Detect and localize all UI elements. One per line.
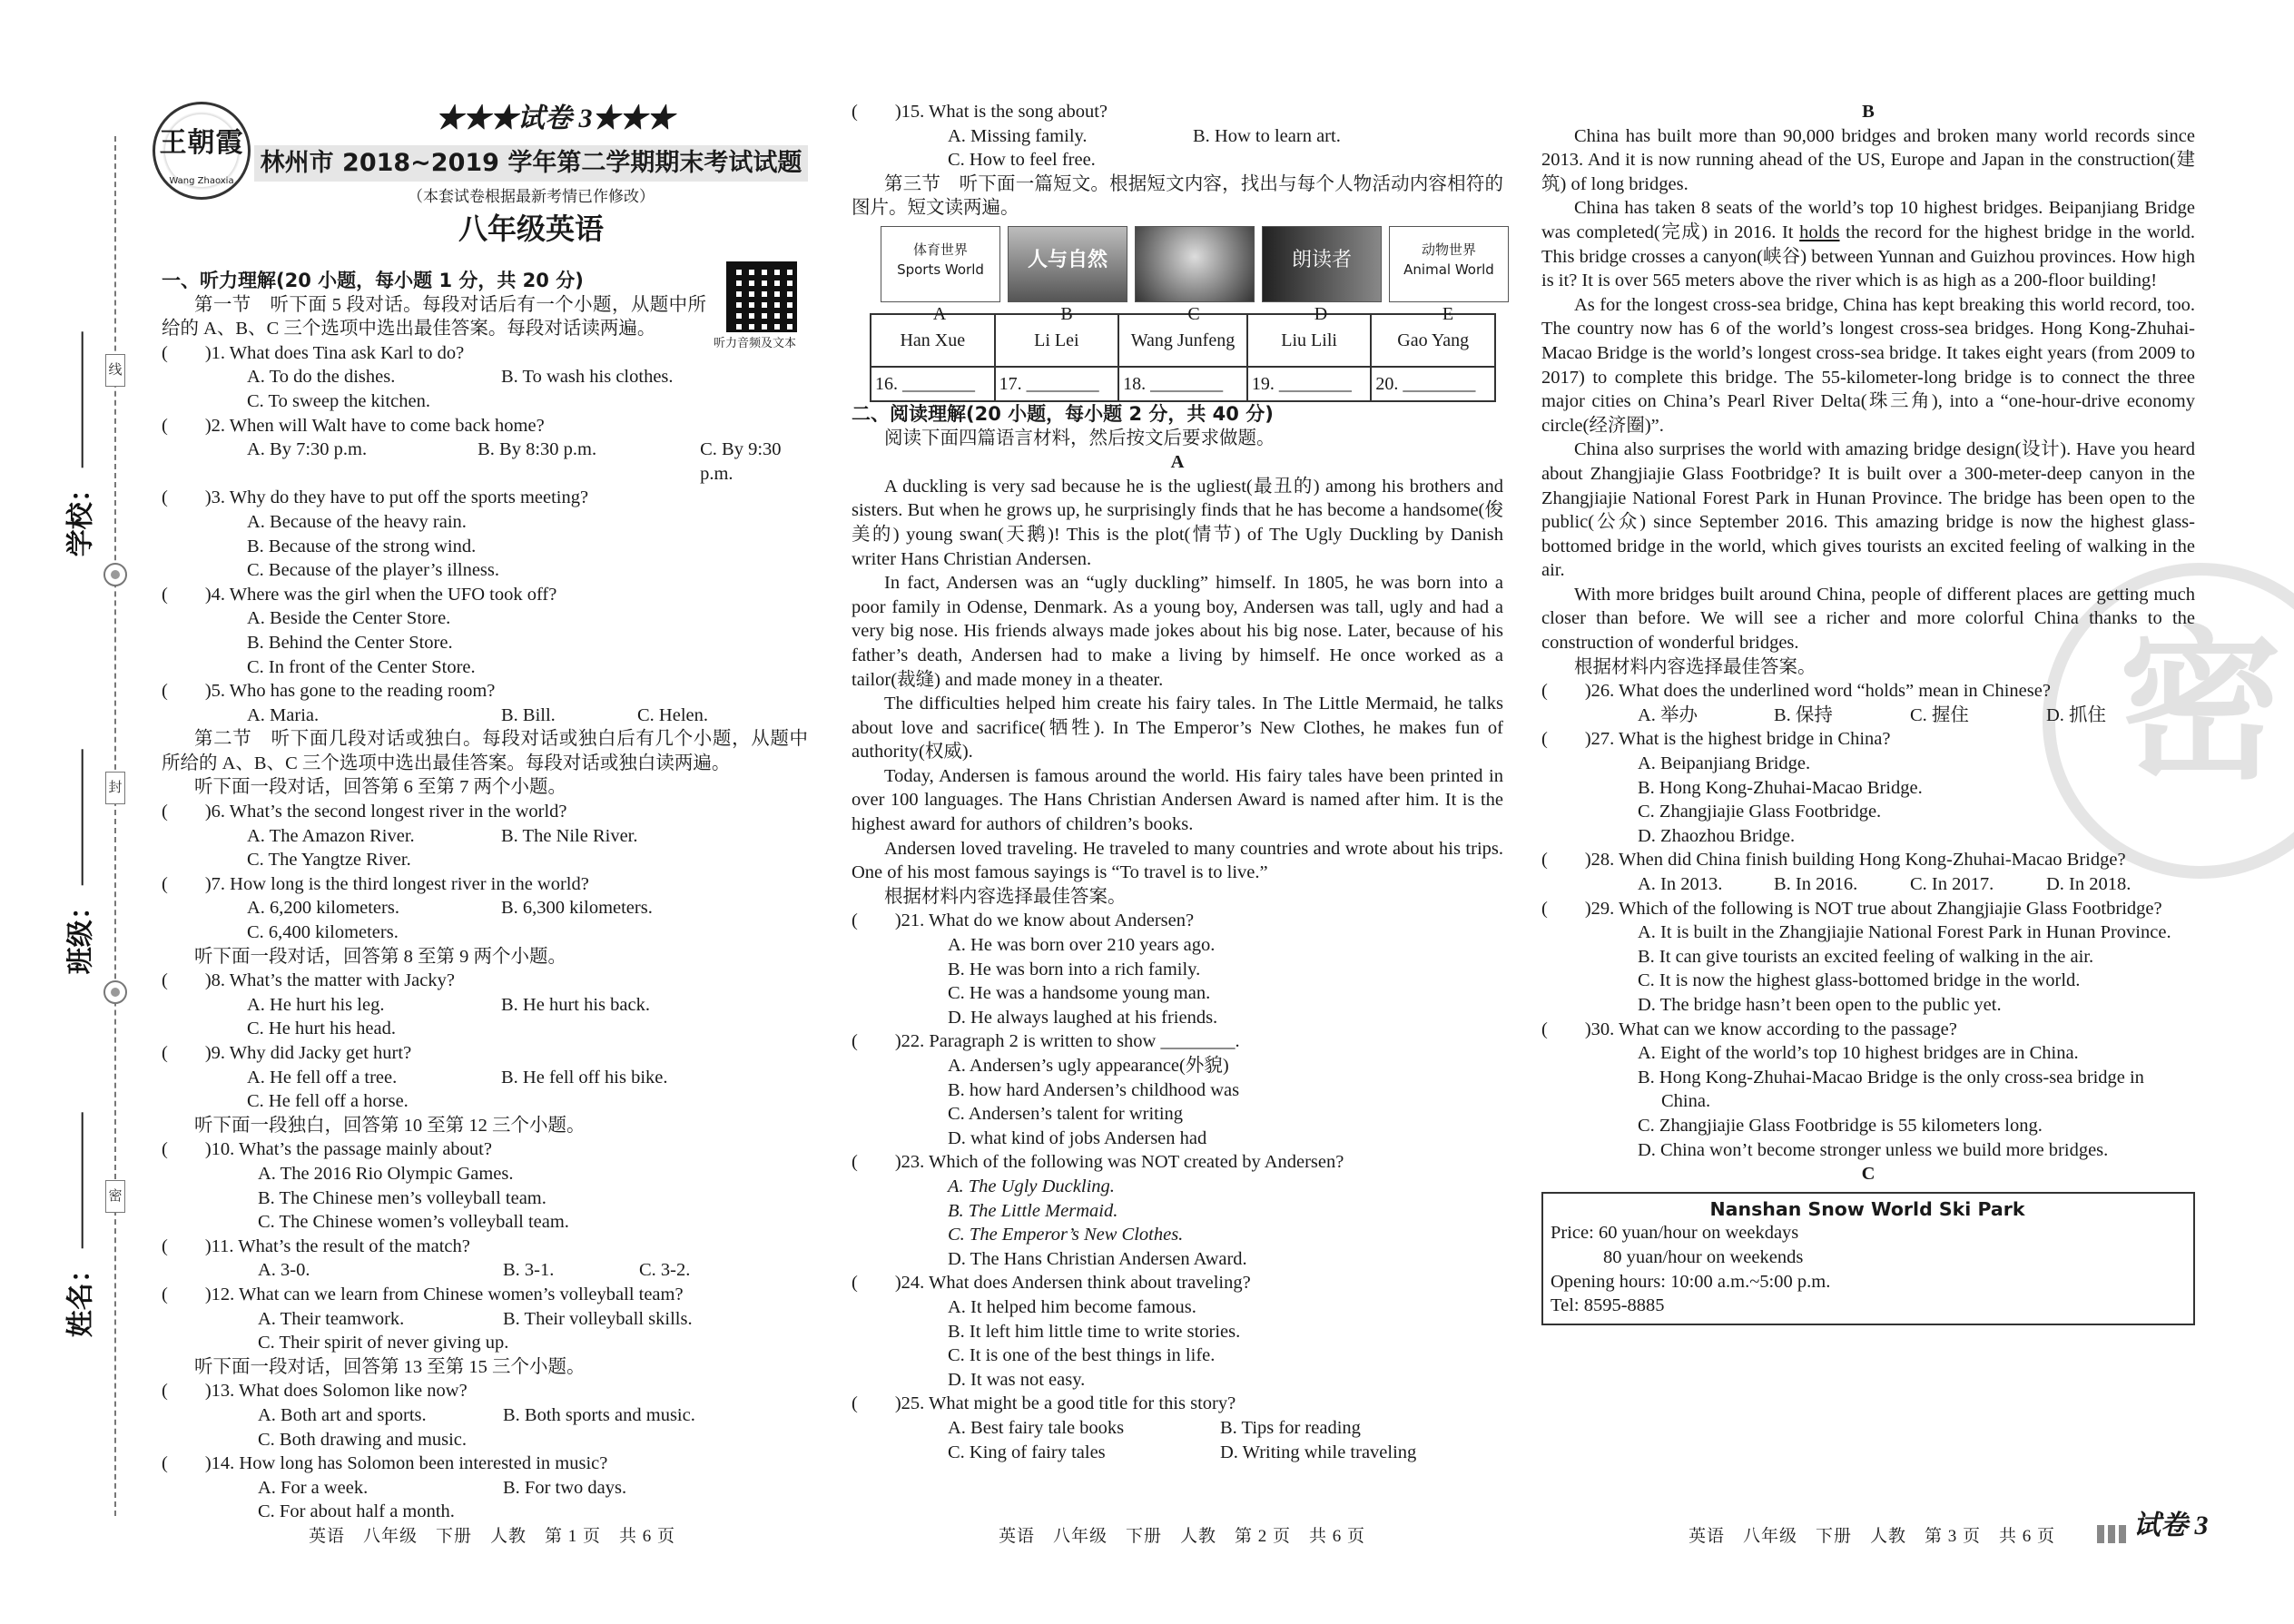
listening-note: 听下面一段对话，回答第 13 至第 15 三个小题。	[194, 1356, 586, 1377]
option[interactable]: A. It is built in the Zhangjiajie National Forest Park in Hunan Province.	[1638, 922, 2171, 943]
logo-text: 王朝霞	[159, 127, 244, 159]
instructions: 根据材料内容选择最佳答案。	[1574, 656, 1816, 677]
page-tag-decoration	[2097, 1525, 2130, 1543]
page-footer: 英语 八年级 下册 人教 第 3 页 共 6 页	[1689, 1527, 2056, 1546]
question[interactable]	[1541, 897, 2195, 1018]
question[interactable]	[1541, 848, 2195, 896]
question-stem: ( )15. What is the song about?	[852, 102, 1108, 122]
question[interactable]	[1541, 1018, 2195, 1163]
option[interactable]: B. For two days.	[503, 1477, 627, 1498]
answer-blank[interactable]: 16. ________	[871, 367, 995, 401]
option[interactable]: B. Both sports and music.	[503, 1404, 695, 1425]
question[interactable]	[162, 1452, 808, 1524]
option[interactable]: C. It is one of the best things in life.	[948, 1345, 1216, 1366]
option[interactable]: A. The Ugly Duckling.	[948, 1176, 1115, 1196]
question-stem: ( )10. What’s the passage mainly about?	[162, 1139, 492, 1160]
listening-note: 听下面一段对话，回答第 8 至第 9 两个小题。	[194, 946, 566, 967]
question[interactable]	[852, 909, 1503, 1029]
option[interactable]: A. 3-0.	[258, 1260, 310, 1281]
question-stem: ( )1. What does Tina ask Karl to do?	[162, 342, 465, 363]
option[interactable]: B. The Little Mermaid.	[948, 1200, 1118, 1221]
option[interactable]: C. By 9:30 p.m.	[700, 439, 782, 484]
question-stem: ( )29. Which of the following is NOT true about Zhangjiajie Glass Footbridge?	[1541, 898, 2162, 919]
page-footer: 英语 八年级 下册 人教 第 2 页 共 6 页	[999, 1527, 1366, 1546]
exam-title: 林州市 2018~2019 学年第二学期期末考试试题	[254, 145, 808, 182]
option[interactable]: C. 6,400 kilometers.	[247, 922, 399, 943]
option[interactable]: B. The Chinese men’s volleyball team.	[258, 1187, 546, 1208]
option[interactable]: A. Missing family.	[948, 125, 1088, 146]
option[interactable]: D. Zhaozhou Bridge.	[1638, 825, 1796, 846]
question-stem: ( )21. What do we know about Andersen?	[852, 910, 1195, 931]
name-label: 姓名：	[64, 1255, 97, 1338]
option[interactable]: C. To sweep the kitchen.	[247, 390, 431, 411]
question-stem: ( )25. What might be a good title for this story?	[852, 1393, 1236, 1414]
column-2	[852, 100, 1503, 1464]
option[interactable]: C. In front of the Center Store.	[247, 656, 476, 677]
option[interactable]: C. He was a handsome young man.	[948, 983, 1211, 1004]
option[interactable]: A. Both art and sports.	[258, 1404, 427, 1425]
option[interactable]: A. Beside the Center Store.	[247, 608, 451, 629]
exam-note: （本套试卷根据最新考情已作修改）	[408, 188, 655, 206]
passage-paragraph: Today, Andersen is famous around the world. His fairy tales have been printed in over 100 languages. The Hans Christian Andersen Award is named after him. It is the highest award for authors of children’s books.	[852, 765, 1503, 835]
option[interactable]: B. Tips for reading	[1220, 1417, 1361, 1438]
passage-label: B	[1862, 102, 1875, 122]
picture-caption: 人与自然	[1027, 248, 1108, 271]
notice-line: Tel: 8595-8885	[1551, 1295, 1665, 1316]
option[interactable]: A. Maria.	[247, 704, 320, 725]
question[interactable]	[852, 100, 1503, 172]
underlined-word: holds	[1799, 221, 1840, 242]
picture-letter: E	[1442, 303, 1454, 324]
option[interactable]: B. How to learn art.	[1193, 125, 1341, 146]
question[interactable]	[162, 800, 808, 872]
option[interactable]: B. In 2016.	[1774, 874, 1858, 894]
option[interactable]: C. It is now the highest glass-bottomed bridge in the world.	[1638, 970, 2081, 991]
person-name: Liu Lili	[1247, 314, 1372, 367]
passage-paragraph: A duckling is very sad because he is the ugliest(最丑的) among his brothers and sisters. But when he grows up, he surprisingly finds that he has become a handsome(俊美的) young swan(天鹅)! This is the plot(情节) of The Ugly Duckling by Danish writer Hans Christian Andersen.	[852, 476, 1503, 569]
passage-paragraph: Andersen loved traveling. He traveled to many countries and wrote about his trips. One of his most famous sayings is “To travel is to live.”	[852, 838, 1503, 883]
picture-letter: C	[1187, 303, 1200, 324]
question-stem: ( )8. What’s the matter with Jacky?	[162, 970, 455, 991]
notice-line: Opening hours: 10:00 a.m.~5:00 p.m.	[1551, 1271, 1831, 1292]
answer-blank[interactable]: 20. ________	[1371, 367, 1495, 401]
question[interactable]	[162, 1235, 808, 1283]
question-stem: ( )12. What can we learn from Chinese women’s volleyball team?	[162, 1284, 684, 1304]
option[interactable]: A. It helped him become famous.	[948, 1296, 1196, 1317]
instructions: 第二节 听下面几段对话或独白。每段对话或独白后有几个小题，从题中所给的 A、B、C 三个选项中选出最佳答案。每段对话或独白读两遍。	[162, 729, 808, 773]
option[interactable]: D. He always laughed at his friends.	[948, 1007, 1218, 1028]
option[interactable]: C. Their spirit of never giving up.	[258, 1333, 509, 1353]
question[interactable]	[162, 583, 808, 679]
question[interactable]	[162, 341, 808, 414]
option[interactable]: B. Behind the Center Store.	[247, 632, 453, 653]
option[interactable]: D. The Hans Christian Andersen Award.	[948, 1248, 1247, 1269]
class-field[interactable]	[64, 756, 97, 975]
option[interactable]: C. How to feel free.	[948, 150, 1096, 171]
notice-title: Nanshan Snow World Ski Park	[1709, 1197, 2025, 1220]
question[interactable]	[162, 872, 808, 945]
question-stem: ( )30. What can we know according to the passage?	[1541, 1019, 1957, 1039]
confidential-stamp: 密	[2043, 563, 2294, 879]
option[interactable]: D. China won’t become stronger unless we build more bridges.	[1638, 1139, 2109, 1160]
option[interactable]: A. The Amazon River.	[247, 825, 415, 846]
option[interactable]: C. He fell off a horse.	[247, 1091, 409, 1112]
instructions: 根据材料内容选择最佳答案。	[884, 886, 1127, 907]
option[interactable]: A. Best fairy tale books	[948, 1417, 1125, 1438]
question[interactable]	[162, 1283, 808, 1355]
question-stem: ( )7. How long is the third longest river in the world?	[162, 873, 589, 894]
option[interactable]: C. For about half a month.	[258, 1501, 455, 1522]
picture-caption: Animal World	[1403, 261, 1494, 278]
option[interactable]: A. Because of the heavy rain.	[247, 511, 467, 532]
option[interactable]: B. By 8:30 p.m.	[478, 439, 597, 460]
question[interactable]	[162, 486, 808, 582]
question-stem: ( )24. What does Andersen think about traveling?	[852, 1273, 1251, 1294]
option[interactable]: C. In 2017.	[1910, 874, 1994, 894]
option[interactable]: D. It was not easy.	[948, 1369, 1086, 1390]
matching-table	[870, 313, 1496, 402]
passage-paragraph: The difficulties helped him create his fairy tales. In The Little Mermaid, he talks about love and sacrifice(牺牲). In The Emperor’s New Clothes, he makes fun of authority(权威).	[852, 694, 1503, 763]
option[interactable]: C. 握住	[1910, 704, 1969, 725]
question-stem: ( )3. Why do they have to put off the sports meeting?	[162, 487, 589, 508]
picture-dance	[1135, 226, 1255, 302]
question[interactable]	[162, 679, 808, 727]
option[interactable]: A. He was born over 210 years ago.	[948, 935, 1216, 956]
qr-caption: 听力音频及文本	[714, 337, 797, 350]
option[interactable]: C. The Emperor’s New Clothes.	[948, 1225, 1184, 1245]
picture-reader	[1262, 226, 1382, 302]
question-stem: ( )11. What’s the result of the match?	[162, 1235, 470, 1256]
question[interactable]	[162, 414, 808, 487]
option[interactable]: C. Both drawing and music.	[258, 1429, 468, 1450]
question[interactable]	[162, 1379, 808, 1452]
option[interactable]: C. Helen.	[637, 704, 708, 725]
option[interactable]: D. In 2018.	[2046, 874, 2132, 894]
option[interactable]: D. The bridge hasn’t been open to the public yet.	[1638, 994, 2002, 1015]
question[interactable]	[162, 969, 808, 1041]
passage-paragraph: China also surprises the world with amazing bridge design(设计). Have you heard about Zhangjiajie Glass Footbridge? It is built over a 300-meter-deep canyon in the Zhangjiajie National Forest Park in Hunan Province. The bridge has been open to the public(公众) since September 2016. This amazing bridge is now the highest glass-bottomed bridge in the world, which gives tourists an excited feeling of walking in the air.	[1541, 439, 2195, 581]
option[interactable]: C. Zhangjiajie Glass Footbridge is 55 kilometers long.	[1638, 1115, 2043, 1136]
option[interactable]: B. He was born into a rich family.	[948, 959, 1201, 979]
picture-letter: A	[932, 303, 947, 324]
option[interactable]: B. Because of the strong wind.	[247, 536, 477, 556]
option[interactable]: C. He hurt his head.	[247, 1019, 396, 1039]
option[interactable]: A. Eight of the world’s top 10 highest bridges are in China.	[1638, 1043, 2079, 1064]
person-name: Wang Junfeng	[1118, 314, 1247, 367]
option[interactable]: B. 6,300 kilometers.	[501, 898, 653, 919]
question-stem: ( )13. What does Solomon like now?	[162, 1381, 468, 1402]
option[interactable]: D. Writing while traveling	[1220, 1442, 1417, 1462]
option[interactable]: B. 3-1.	[503, 1260, 555, 1281]
option[interactable]: B. Hong Kong-Zhuhai-Macao Bridge is the only cross-sea bridge in China.	[1638, 1067, 2144, 1112]
option[interactable]: A. To do the dishes.	[247, 367, 396, 388]
question-stem: ( )6. What’s the second longest river in the world?	[162, 802, 567, 822]
question[interactable]	[162, 1137, 808, 1234]
listening-note: 听下面一段独白，回答第 10 至第 12 三个小题。	[194, 1115, 586, 1136]
column-3	[1541, 100, 2195, 1325]
option[interactable]: C. The Chinese women’s volleyball team.	[258, 1212, 569, 1233]
question-stem: ( )26. What does the underlined word “holds” mean in Chinese?	[1541, 681, 2051, 702]
name-field[interactable]	[64, 1119, 97, 1338]
question[interactable]	[852, 1392, 1503, 1464]
option[interactable]: B. He hurt his back.	[501, 994, 650, 1015]
answer-blank[interactable]: 17. ________	[995, 367, 1119, 401]
question[interactable]	[852, 1029, 1503, 1150]
option[interactable]: C. Zhangjiajie Glass Footbridge.	[1638, 802, 1882, 822]
notice-line: 80 yuan/hour on weekends	[1603, 1246, 1804, 1267]
passage-label: C	[1861, 1164, 1876, 1185]
option[interactable]: B. how hard Andersen’s childhood was	[948, 1079, 1240, 1100]
question-stem: ( )27. What is the highest bridge in China?	[1541, 729, 1891, 750]
option[interactable]: B. It left him little time to write stories.	[948, 1321, 1241, 1342]
ski-park-notice	[1541, 1192, 2195, 1325]
passage-paragraph	[1541, 196, 2195, 292]
binding-hole	[103, 980, 127, 1004]
picture-animal-world	[1389, 226, 1509, 302]
option[interactable]: A. In 2013.	[1638, 874, 1723, 894]
passage-paragraph: In fact, Andersen was an “ugly duckling” himself. In 1805, he was born into a poor family in Odense, Denmark. As a young boy, Andersen was tall, ugly and had a very big nose. His friends always made jokes about his big nose. Later, because of his father’s death, Andersen had to make a living by himself. He once worked as a tailor(裁缝) and made money in a theater.	[852, 573, 1503, 690]
question-stem: ( )22. Paragraph 2 is written to show ________.	[852, 1031, 1240, 1052]
picture-caption: 动物世界	[1421, 241, 1476, 258]
person-name: Han Xue	[871, 314, 995, 367]
column-1	[162, 269, 808, 1524]
option[interactable]: C. Andersen’s talent for writing	[948, 1104, 1184, 1125]
binding-mark-feng: 封	[105, 772, 125, 804]
listening-note: 听下面一段对话，回答第 6 至第 7 两个小题。	[194, 777, 566, 798]
option[interactable]: B. He fell off his bike.	[501, 1067, 668, 1088]
section-heading: 二、阅读理解(20 小题，每小题 2 分，共 40 分)	[852, 402, 1274, 425]
notice-line: Price: 60 yuan/hour on weekdays	[1551, 1223, 1799, 1244]
option[interactable]: A. He hurt his leg.	[247, 994, 385, 1015]
option[interactable]: A. He fell off a tree.	[247, 1067, 398, 1088]
exam-subject: 八年级英语	[458, 212, 604, 246]
option[interactable]: A. For a week.	[258, 1477, 369, 1498]
school-field[interactable]	[64, 339, 97, 557]
question[interactable]	[1541, 679, 2195, 727]
picture-caption: Sports World	[897, 261, 984, 278]
question[interactable]	[1541, 727, 2195, 848]
passage-paragraph: As for the longest cross-sea bridge, China has kept breaking this world record, too. The country now has 6 of the world’s longest cross-sea bridges. Hong Kong-Zhuhai-Macao Bridge is the world’s longest cross-sea bridge. It takes eight years (from 2009 to 2017) to complete this bridge. The 55-kilometer-long bridge is to connect the three major cities on China’s Pearl River Delta(珠三角), into a “one-hour-drive economy circle(经济圈)”.	[1541, 294, 2195, 436]
page-footer: 英语 八年级 下册 人教 第 1 页 共 6 页	[309, 1527, 676, 1546]
question-stem: ( )5. Who has gone to the reading room?	[162, 681, 496, 702]
option[interactable]: B. To wash his clothes.	[501, 367, 674, 388]
answer-blank[interactable]: 18. ________	[1118, 367, 1247, 401]
option[interactable]: A. The 2016 Rio Olympic Games.	[258, 1163, 514, 1184]
publisher-logo	[153, 102, 251, 200]
binding-hole	[103, 563, 127, 586]
picture-sports-world	[881, 226, 1000, 302]
picture-caption: 体育世界	[912, 241, 968, 258]
option[interactable]: C. The Yangtze River.	[247, 850, 411, 871]
option[interactable]: A. By 7:30 p.m.	[247, 439, 368, 460]
passage-paragraph: China has built more than 90,000 bridges and broken many world records since 2013. And it is now running ahead of the US, Europe and Japan in the construction(建筑) of long bridges.	[1541, 125, 2195, 194]
option[interactable]: A. Beipanjiang Bridge.	[1638, 753, 1811, 774]
passage-label: A	[1170, 452, 1185, 473]
logo-subtext: Wang Zhaoxia	[169, 176, 234, 186]
instructions: 第三节 听下面一篇短文。根据短文内容，找出与每个人物活动内容相符的图片。短文读两遍。	[852, 173, 1503, 219]
picture-letter: D	[1314, 303, 1328, 324]
option[interactable]: A. Their teamwork.	[258, 1308, 405, 1329]
option[interactable]: B. 保持	[1774, 704, 1833, 725]
instructions: 第一节 听下面 5 段对话。每段对话后有一个小题，从题中所给的 A、B、C 三个选项中选出最佳答案。每段对话读两遍。	[162, 294, 706, 340]
text-run: China has taken 8 seats of the world’s top 10 highest bridges. Beipanjiang Bridge was completed(完成) in 2016. It	[1541, 198, 2195, 242]
option[interactable]: B. Their volleyball skills.	[503, 1308, 693, 1329]
option[interactable]: C. 3-2.	[639, 1260, 691, 1281]
option[interactable]: A. Andersen’s ugly appearance(外貌)	[948, 1056, 1229, 1076]
section-heading: 一、听力理解(20 小题，每小题 1 分，共 20 分)	[162, 270, 584, 291]
question-stem: ( )28. When did China finish building Hong Kong-Zhuhai-Macao Bridge?	[1541, 850, 2126, 871]
option[interactable]: B. Hong Kong-Zhuhai-Macao Bridge.	[1638, 777, 1923, 798]
paper-tag: ★★★试卷 3★★★	[436, 103, 674, 133]
option[interactable]: C. King of fairy tales	[948, 1442, 1106, 1462]
binding-line	[114, 136, 116, 1516]
question[interactable]	[162, 1041, 808, 1114]
option[interactable]: B. It can give tourists an excited feeling of walking in the air.	[1638, 946, 2094, 967]
school-label: 学校：	[64, 475, 97, 557]
answer-blank[interactable]: 19. ________	[1247, 367, 1372, 401]
question[interactable]	[852, 1271, 1503, 1392]
option[interactable]: A. 举办	[1638, 704, 1698, 725]
picture-caption: 朗读者	[1291, 248, 1352, 271]
option[interactable]: D. 抓住	[2046, 704, 2107, 725]
binding-mark-xian: 线	[105, 354, 125, 387]
question[interactable]	[852, 1150, 1503, 1271]
picture-letter: B	[1060, 303, 1073, 324]
option[interactable]: B. The Nile River.	[501, 825, 638, 846]
question-stem: ( )2. When will Walt have to come back home?	[162, 415, 545, 436]
question-stem: ( )9. Why did Jacky get hurt?	[162, 1043, 412, 1063]
question-stem: ( )23. Which of the following was NOT created by Andersen?	[852, 1152, 1344, 1173]
paper-number-tag: 试卷 3	[2133, 1511, 2209, 1540]
person-name: Gao Yang	[1371, 314, 1495, 367]
person-name: Li Lei	[995, 314, 1119, 367]
option[interactable]: C. Because of the player’s illness.	[247, 560, 500, 581]
class-label: 班级：	[64, 892, 97, 975]
instructions: 阅读下面四篇语言材料，然后按文后要求做题。	[884, 428, 1275, 448]
option[interactable]: D. what kind of jobs Andersen had	[948, 1127, 1207, 1148]
option[interactable]: B. Bill.	[501, 704, 556, 725]
picture-man-and-nature	[1008, 226, 1127, 302]
passage-paragraph: With more bridges built around China, people of different places are getting much closer than before. We will see a richer and more colorful China thanks to the construction of wonderful bridges.	[1541, 584, 2195, 654]
binding-mark-mi: 密	[105, 1180, 125, 1213]
picture-row	[862, 226, 1503, 324]
option[interactable]: A. 6,200 kilometers.	[247, 898, 399, 919]
question-stem: ( )4. Where was the girl when the UFO took off?	[162, 584, 557, 605]
question-stem: ( )14. How long has Solomon been interested in music?	[162, 1453, 608, 1474]
text-run: the record for the highest bridge in the world. This bridge crosses a canyon(峡谷) between Yunnan and Guizhou provinces. How high is it? It is over 565 meters above the river which is as high as a 200-floor building!	[1541, 221, 2196, 291]
